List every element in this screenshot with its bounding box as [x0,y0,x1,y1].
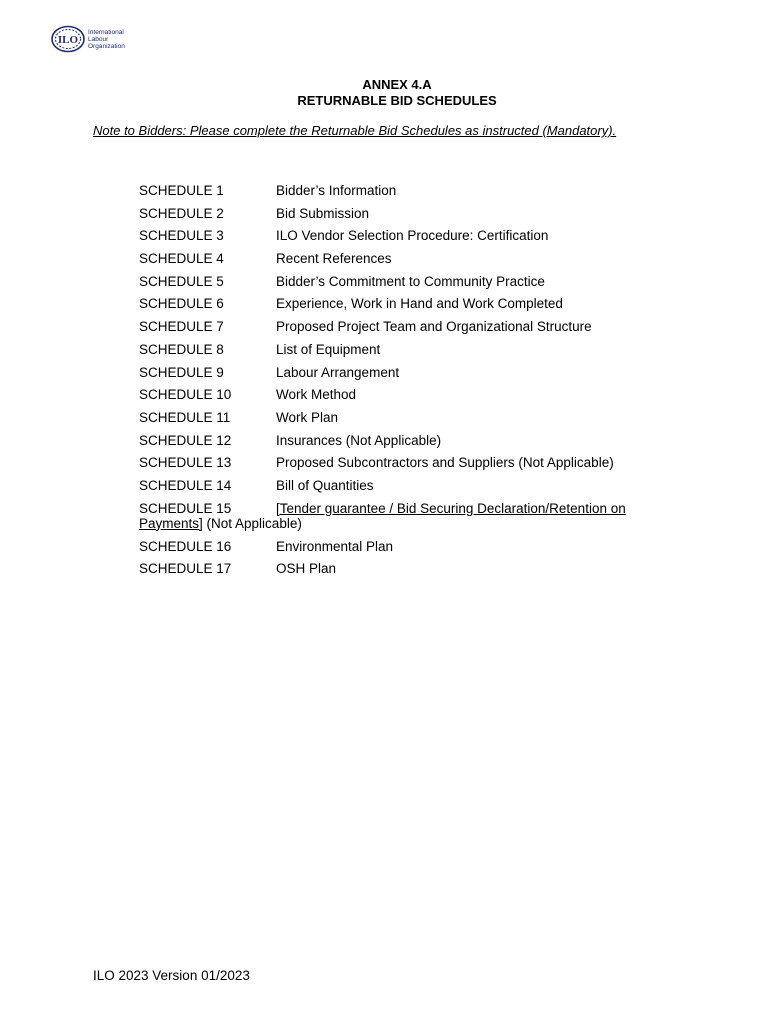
schedule-label: SCHEDULE 12 [139,432,232,448]
schedule-wrapped-entry [139,501,651,531]
schedule-description: Bid Submission [276,205,370,221]
schedule-row [139,228,659,251]
schedule-label: SCHEDULE 13 [139,455,232,471]
schedule-description: OSH Plan [276,561,337,577]
schedule-row [139,433,659,456]
schedule-label: SCHEDULE 14 [139,477,232,493]
ilo-emblem-icon [51,25,85,53]
schedule-description: Recent References [276,251,392,267]
footer-version: ILO 2023 Version 01/2023 [93,968,250,983]
schedule-row [139,183,659,206]
schedule-row [139,455,659,478]
schedule-label: SCHEDULE 3 [139,228,224,244]
schedule-row [139,319,659,342]
schedule-label: SCHEDULE 16 [139,538,232,554]
schedule-description: List of Equipment [276,341,381,357]
schedule-row [139,501,659,539]
schedule-description: Bill of Quantities [276,477,374,493]
schedule-description-suffix: (Not Applicable) [202,515,302,531]
logo-line: Labour [88,35,109,43]
schedule-label: SCHEDULE 4 [139,251,224,267]
schedule-description-underlined: [Tender guarantee / Bid Securing Declaration/Retention on Payments] [139,500,626,531]
schedule-row [139,539,659,562]
schedule-label: SCHEDULE 7 [139,319,224,335]
schedule-row [139,342,659,365]
schedule-label: SCHEDULE 2 [139,205,224,221]
schedule-label: SCHEDULE 1 [139,183,224,198]
schedule-label: SCHEDULE 17 [139,561,232,577]
schedule-row [139,296,659,319]
annex-title: ANNEX 4.A [362,77,432,92]
schedule-description: Proposed Subcontractors and Suppliers (Not Applicable) [276,455,614,471]
ilo-logo [51,24,129,54]
schedule-description: Insurances (Not Applicable) [276,432,442,448]
schedule-description: ILO Vendor Selection Procedure: Certification [276,228,549,244]
schedule-row [139,410,659,433]
schedule-list [139,183,659,584]
schedule-description: Work Plan [276,409,339,425]
annex-subtitle: RETURNABLE BID SCHEDULES [297,93,497,108]
schedule-description: Proposed Project Team and Organizational Structure [276,319,592,335]
schedule-description: Bidder’s Commitment to Community Practice [276,273,545,289]
schedule-label: SCHEDULE 9 [139,364,224,380]
schedule-row [139,365,659,388]
schedule-row [139,206,659,229]
note-to-bidders: Note to Bidders: Please complete the Returnable Bid Schedules as instructed (Mandatory). [93,123,617,138]
schedule-label: SCHEDULE 15 [139,500,232,516]
logo-wordmark [88,29,125,50]
logo-mark-text: ILO [57,34,79,46]
schedule-row [139,561,659,584]
schedule-description: Work Method [276,387,357,403]
schedule-description: Environmental Plan [276,538,394,554]
logo-line: Organization [88,42,125,50]
schedule-row [139,251,659,274]
schedule-label: SCHEDULE 8 [139,341,224,357]
schedule-row [139,387,659,410]
schedule-row [139,478,659,501]
schedule-label: SCHEDULE 5 [139,273,224,289]
schedule-description: Labour Arrangement [276,364,400,380]
schedule-label: SCHEDULE 10 [139,387,232,403]
schedule-label: SCHEDULE 11 [139,409,231,425]
schedule-description: Experience, Work in Hand and Work Completed [276,296,563,312]
schedule-row [139,274,659,297]
schedule-description: Bidder’s Information [276,183,397,198]
schedule-label: SCHEDULE 6 [139,296,224,312]
logo-line: International [88,28,124,36]
